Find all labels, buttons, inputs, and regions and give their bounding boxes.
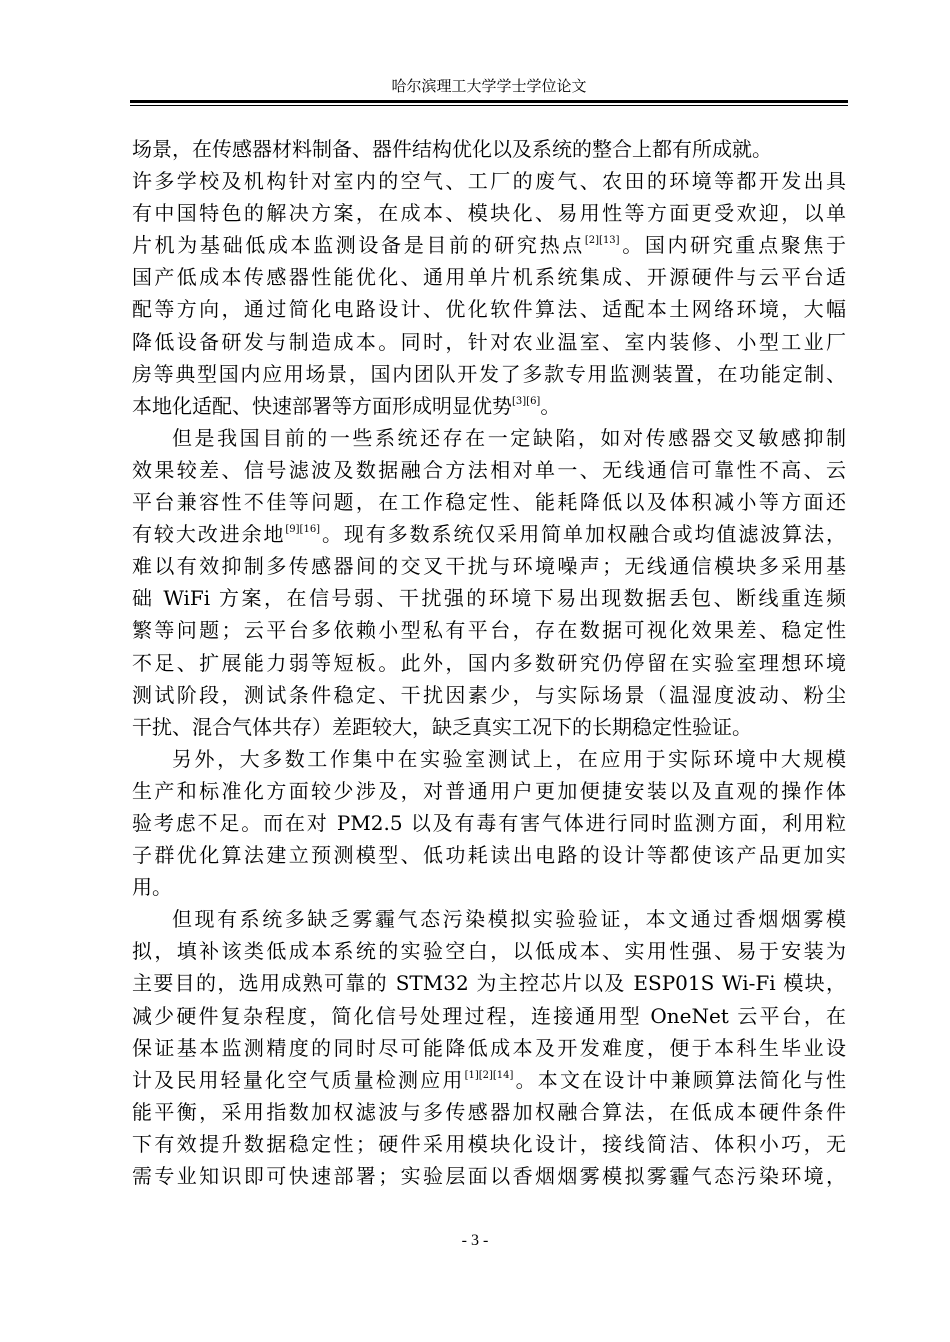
- text-line: [132, 358, 846, 390]
- text-line-content: 片机为基础低成本监测设备是目前的研究热点: [132, 233, 585, 258]
- text-line-content: 不足、扩展能力弱等短板。此外，国内多数研究仍停留在实验室理想环境: [132, 650, 846, 675]
- text-line: [132, 1000, 846, 1032]
- running-header: 哈尔滨理工大学学士学位论文: [391, 77, 587, 95]
- text-line-content: 拟，填补该类低成本系统的实验空白，以低成本、实用性强、易于安装为: [132, 939, 846, 964]
- text-line-content: 测试阶段，测试条件稳定、干扰因素少，与实际场景（温湿度波动、粉尘: [132, 682, 846, 707]
- text-line-content: 另外，大多数工作集中在实验室测试上，在应用于实际环境中大规模: [172, 746, 846, 771]
- text-line: [132, 839, 846, 871]
- text-line: [132, 165, 846, 197]
- header-rule-thin: [130, 105, 848, 106]
- text-line: [132, 197, 846, 229]
- text-line-content: 用。: [132, 875, 172, 900]
- text-line-content: 减少硬件复杂程度，简化信号处理过程，连接通用型 OneNet 云平台，在: [132, 1003, 846, 1028]
- text-line: [132, 775, 846, 807]
- text-line-content: 生产和标准化方面较少涉及，对普通用户更加便捷安装以及直观的操作体: [132, 778, 846, 803]
- text-line-content: 下有效提升数据稳定性；硬件采用模块化设计，接线简洁、体积小巧，无: [132, 1131, 846, 1156]
- text-line-content: 主要目的，选用成熟可靠的 STM32 为主控芯片以及 ESP01S Wi-Fi 模块，: [132, 971, 846, 996]
- text-line: [132, 1096, 846, 1128]
- text-line: [132, 486, 846, 518]
- header-rule-thick: [130, 100, 848, 103]
- text-line: [132, 903, 846, 935]
- citation-ref: [2][13]: [584, 235, 620, 247]
- text-line-content: 但是我国目前的一些系统还存在一定缺陷，如对传感器交叉敏感抑制: [172, 425, 846, 450]
- text-line: [132, 967, 846, 999]
- text-line-continuation: 。: [540, 393, 561, 418]
- text-line: [132, 1160, 846, 1192]
- citation-ref: [1][2][14]: [464, 1069, 514, 1081]
- page-number: - 3 -: [461, 1232, 489, 1249]
- text-line: [132, 614, 846, 646]
- text-line-content: 子群优化算法建立预测模型、低功耗读出电路的设计等都使该产品更加实: [132, 843, 846, 868]
- text-line: [132, 711, 846, 743]
- text-line-content: 平台兼容性不佳等问题，在工作稳定性、能耗降低以及体积减小等方面还: [132, 490, 846, 515]
- citation-ref: [9][16]: [285, 524, 321, 536]
- text-line-content: 能平衡，采用指数加权滤波与多传感器加权融合算法，在低成本硬件条件: [132, 1099, 846, 1124]
- text-line-content: 计及民用轻量化空气质量检测应用: [132, 1067, 465, 1092]
- text-line-content: 场景，在传感器材料制备、器件结构优化以及系统的整合上都有所成就。: [132, 137, 772, 161]
- text-line-content: 本地化适配、快速部署等方面形成明显优势: [132, 393, 512, 418]
- text-line-content: 许多学校及机构针对室内的空气、工厂的废气、农田的环境等都开发出具: [132, 169, 846, 194]
- text-line-content: 需专业知识即可快速部署；实验层面以香烟烟雾模拟雾霾气态污染环境，: [132, 1164, 846, 1188]
- text-line: [132, 1064, 846, 1096]
- text-line: [132, 871, 846, 903]
- text-line-content: 础 WiFi 方案，在信号弱、干扰强的环境下易出现数据丢包、断线重连频: [132, 586, 846, 611]
- text-line-content: 降低设备研发与制造成本。同时，针对农业温室、室内装修、小型工业厂: [132, 329, 846, 354]
- text-line: [132, 1128, 846, 1160]
- text-line-continuation: 。现有多数系统仅采用简单加权融合或均值滤波算法，: [320, 522, 847, 547]
- text-line-continuation: 。本文在设计中兼顾算法简化与性: [513, 1067, 847, 1092]
- text-line: [132, 229, 846, 261]
- text-line: [132, 422, 846, 454]
- text-line: [132, 293, 846, 325]
- text-line-content: 验考虑不足。而在对 PM2.5 以及有毒有害气体进行同时监测方面，利用粒: [132, 810, 846, 835]
- text-line-content: 国产低成本传感器性能优化、通用单片机系统集成、开源硬件与云平台适: [132, 265, 846, 290]
- text-line-content: 干扰、混合气体共存）差距较大，缺乏真实工况下的长期稳定性验证。: [132, 714, 752, 739]
- text-line-content: 配等方向，通过简化电路设计、优化软件算法、适配本土网络环境，大幅: [132, 297, 846, 322]
- text-line: [132, 454, 846, 486]
- text-line: [132, 743, 846, 775]
- text-line: [132, 133, 846, 165]
- text-line: [132, 935, 846, 967]
- text-line-continuation: 。国内研究重点聚焦于: [619, 233, 847, 258]
- text-line-content: 效果较差、信号滤波及数据融合方法相对单一、无线通信可靠性不高、云: [132, 457, 846, 482]
- text-line-content: 保证基本监测精度的同时尽可能降低成本及开发难度，便于本科生毕业设: [132, 1035, 846, 1060]
- text-line: [132, 550, 846, 582]
- body-text: [132, 133, 846, 1192]
- text-line: [132, 582, 846, 614]
- text-line-content: 但现有系统多缺乏雾霾气态污染模拟实验验证，本文通过香烟烟雾模: [172, 907, 846, 932]
- text-line: [132, 390, 846, 422]
- text-line: [132, 261, 846, 293]
- text-line-content: 房等典型国内应用场景，国内团队开发了多款专用监测装置，在功能定制、: [132, 361, 846, 386]
- citation-ref: [3][6]: [512, 395, 541, 407]
- text-line: [132, 518, 846, 550]
- text-line: [132, 679, 846, 711]
- text-line-content: 繁等问题；云平台多依赖小型私有平台，存在数据可视化效果差、稳定性: [132, 618, 846, 643]
- text-line: [132, 1032, 846, 1064]
- text-line-content: 有较大改进余地: [132, 522, 286, 547]
- text-line: [132, 807, 846, 839]
- text-line: [132, 326, 846, 358]
- text-line-content: 难以有效抑制多传感器间的交叉干扰与环境噪声；无线通信模块多采用基: [132, 554, 846, 579]
- text-line-content: 有中国特色的解决方案，在成本、模块化、易用性等方面更受欢迎，以单: [132, 201, 846, 226]
- text-line: [132, 647, 846, 679]
